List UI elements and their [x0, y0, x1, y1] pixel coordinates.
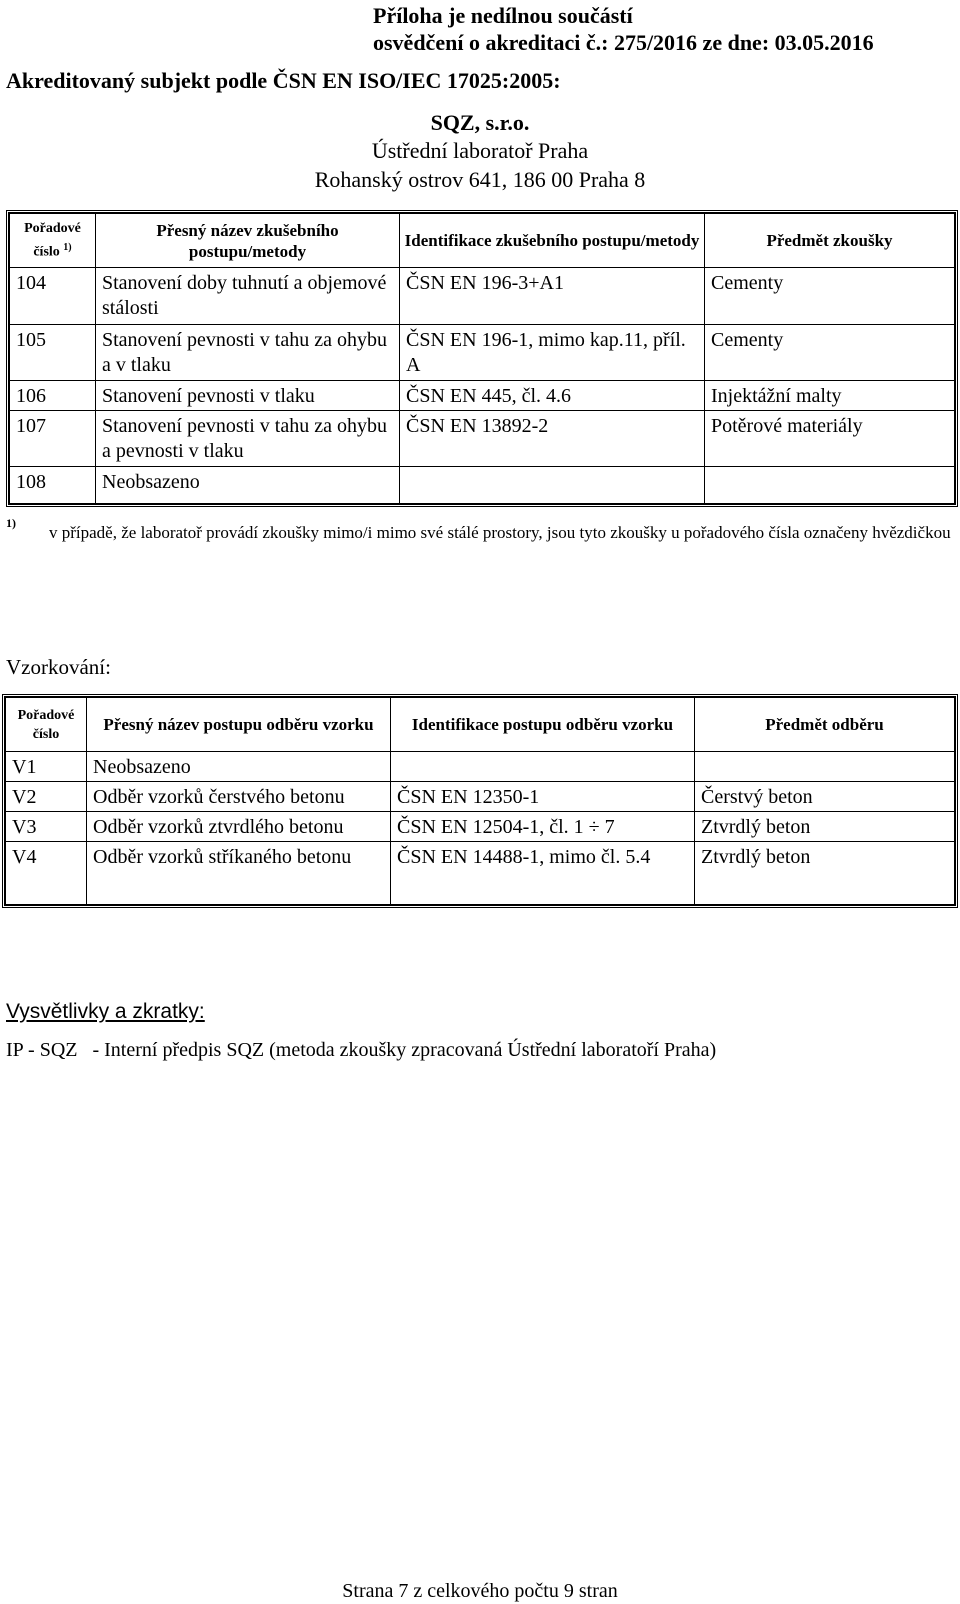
row-method-identification: ČSN EN 196-3+A1: [400, 268, 705, 325]
header-test-subject: Předmět zkoušky: [705, 214, 955, 268]
header-method-name: Přesný název zkušebního postupu/metody: [96, 214, 400, 268]
page-footer: Strana 7 z celkového počtu 9 stran: [342, 1580, 618, 1602]
company-name: SQZ, s.r.o.: [430, 110, 530, 135]
annex-note: [373, 2, 874, 56]
tests-table: [6, 210, 958, 507]
table-row: [10, 325, 955, 381]
annex-line-2: osvědčení o akreditaci č.: 275/2016 ze dne: 03.05.2016: [373, 30, 874, 55]
row-number: 107: [10, 411, 96, 467]
sampling-table-header: [6, 698, 955, 752]
table-row: [6, 812, 955, 842]
row-sampling-name: Odběr vzorků stříkaného betonu: [87, 842, 391, 905]
row-number: 108: [10, 467, 96, 504]
laboratory-address: Rohanský ostrov 641, 186 00 Praha 8: [314, 167, 646, 192]
table-row: [10, 381, 955, 411]
footnote-marker: 1): [6, 516, 16, 530]
row-test-subject: Injektážní malty: [705, 381, 955, 411]
row-test-subject: Cementy: [705, 268, 955, 325]
row-number: V3: [6, 812, 87, 842]
row-sampling-identification: ČSN EN 14488-1, mimo čl. 5.4: [391, 842, 695, 905]
row-sampling-identification: [391, 752, 695, 782]
row-number: 106: [10, 381, 96, 411]
row-method-identification: ČSN EN 196-1, mimo kap.11, příl. A: [400, 325, 705, 381]
row-method-identification: ČSN EN 445, čl. 4.6: [400, 381, 705, 411]
row-sampling-name: Odběr vzorků čerstvého betonu: [87, 782, 391, 812]
row-sampling-subject: Čerstvý beton: [695, 782, 955, 812]
header-sampling-identification: Identifikace postupu odběru vzorku: [391, 698, 695, 752]
header-method-identification: Identifikace zkušebního postupu/metody: [400, 214, 705, 268]
header-order-number: Pořadové číslo: [6, 698, 87, 752]
row-number: 104: [10, 268, 96, 325]
table-row: [10, 268, 955, 325]
row-number: V2: [6, 782, 87, 812]
row-method-name: Stanovení doby tuhnutí a objemové stálosti: [96, 268, 400, 325]
tests-table-header: [10, 214, 955, 268]
explanations-line: [6, 1039, 716, 1062]
header-sampling-name: Přesný název postupu odběru vzorku: [87, 698, 391, 752]
header-sampling-subject: Předmět odběru: [695, 698, 955, 752]
laboratory-name: Ústřední laboratoř Praha: [371, 138, 589, 163]
sampling-table: [2, 694, 958, 908]
row-test-subject: [705, 467, 955, 504]
row-number: V4: [6, 842, 87, 905]
annex-line-1: Příloha je nedílnou součástí: [373, 3, 633, 28]
row-number: V1: [6, 752, 87, 782]
row-sampling-identification: ČSN EN 12504-1, čl. 1 ÷ 7: [391, 812, 695, 842]
explanations-title: Vysvětlivky a zkratky:: [6, 1000, 205, 1023]
row-sampling-subject: Ztvrdlý beton: [695, 842, 955, 905]
row-method-name: Neobsazeno: [96, 467, 400, 504]
table-row: [10, 411, 955, 467]
header-order-number: Pořadové číslo $^{1)}$: [10, 214, 96, 268]
sampling-section-title: Vzorkování:: [6, 655, 111, 679]
row-test-subject: Potěrové materiály: [705, 411, 955, 467]
abbreviation-explanation: - Interní předpis SQZ (metoda zkoušky zpracovaná Ústřední laboratoří Praha): [92, 1039, 717, 1061]
table-row: [6, 842, 955, 905]
row-method-name: Stanovení pevnosti v tahu za ohybu a v tlaku: [96, 325, 400, 381]
row-sampling-name: Odběr vzorků ztvrdlého betonu: [87, 812, 391, 842]
abbreviation: IP - SQZ: [6, 1039, 78, 1061]
row-method-name: Stanovení pevnosti v tahu za ohybu a pevnosti v tlaku: [96, 411, 400, 467]
accreditation-heading: Akreditovaný subjekt podle ČSN EN ISO/IEC 17025:2005:: [6, 68, 561, 93]
row-sampling-identification: ČSN EN 12350-1: [391, 782, 695, 812]
table-row: [10, 467, 955, 504]
table-row: [6, 782, 955, 812]
table-row: [6, 752, 955, 782]
row-method-name: Stanovení pevnosti v tlaku: [96, 381, 400, 411]
row-method-identification: ČSN EN 13892-2: [400, 411, 705, 467]
row-sampling-name: Neobsazeno: [87, 752, 391, 782]
row-sampling-subject: Ztvrdlý beton: [695, 812, 955, 842]
row-number: 105: [10, 325, 96, 381]
footnote-text: v případě, že laboratoř provádí zkoušky mimo/i mimo své stálé prostory, jsou tyto zkoušky u pořadového čísla označeny hvězdičkou: [49, 523, 951, 542]
row-sampling-subject: [695, 752, 955, 782]
row-method-identification: [400, 467, 705, 504]
row-test-subject: Cementy: [705, 325, 955, 381]
